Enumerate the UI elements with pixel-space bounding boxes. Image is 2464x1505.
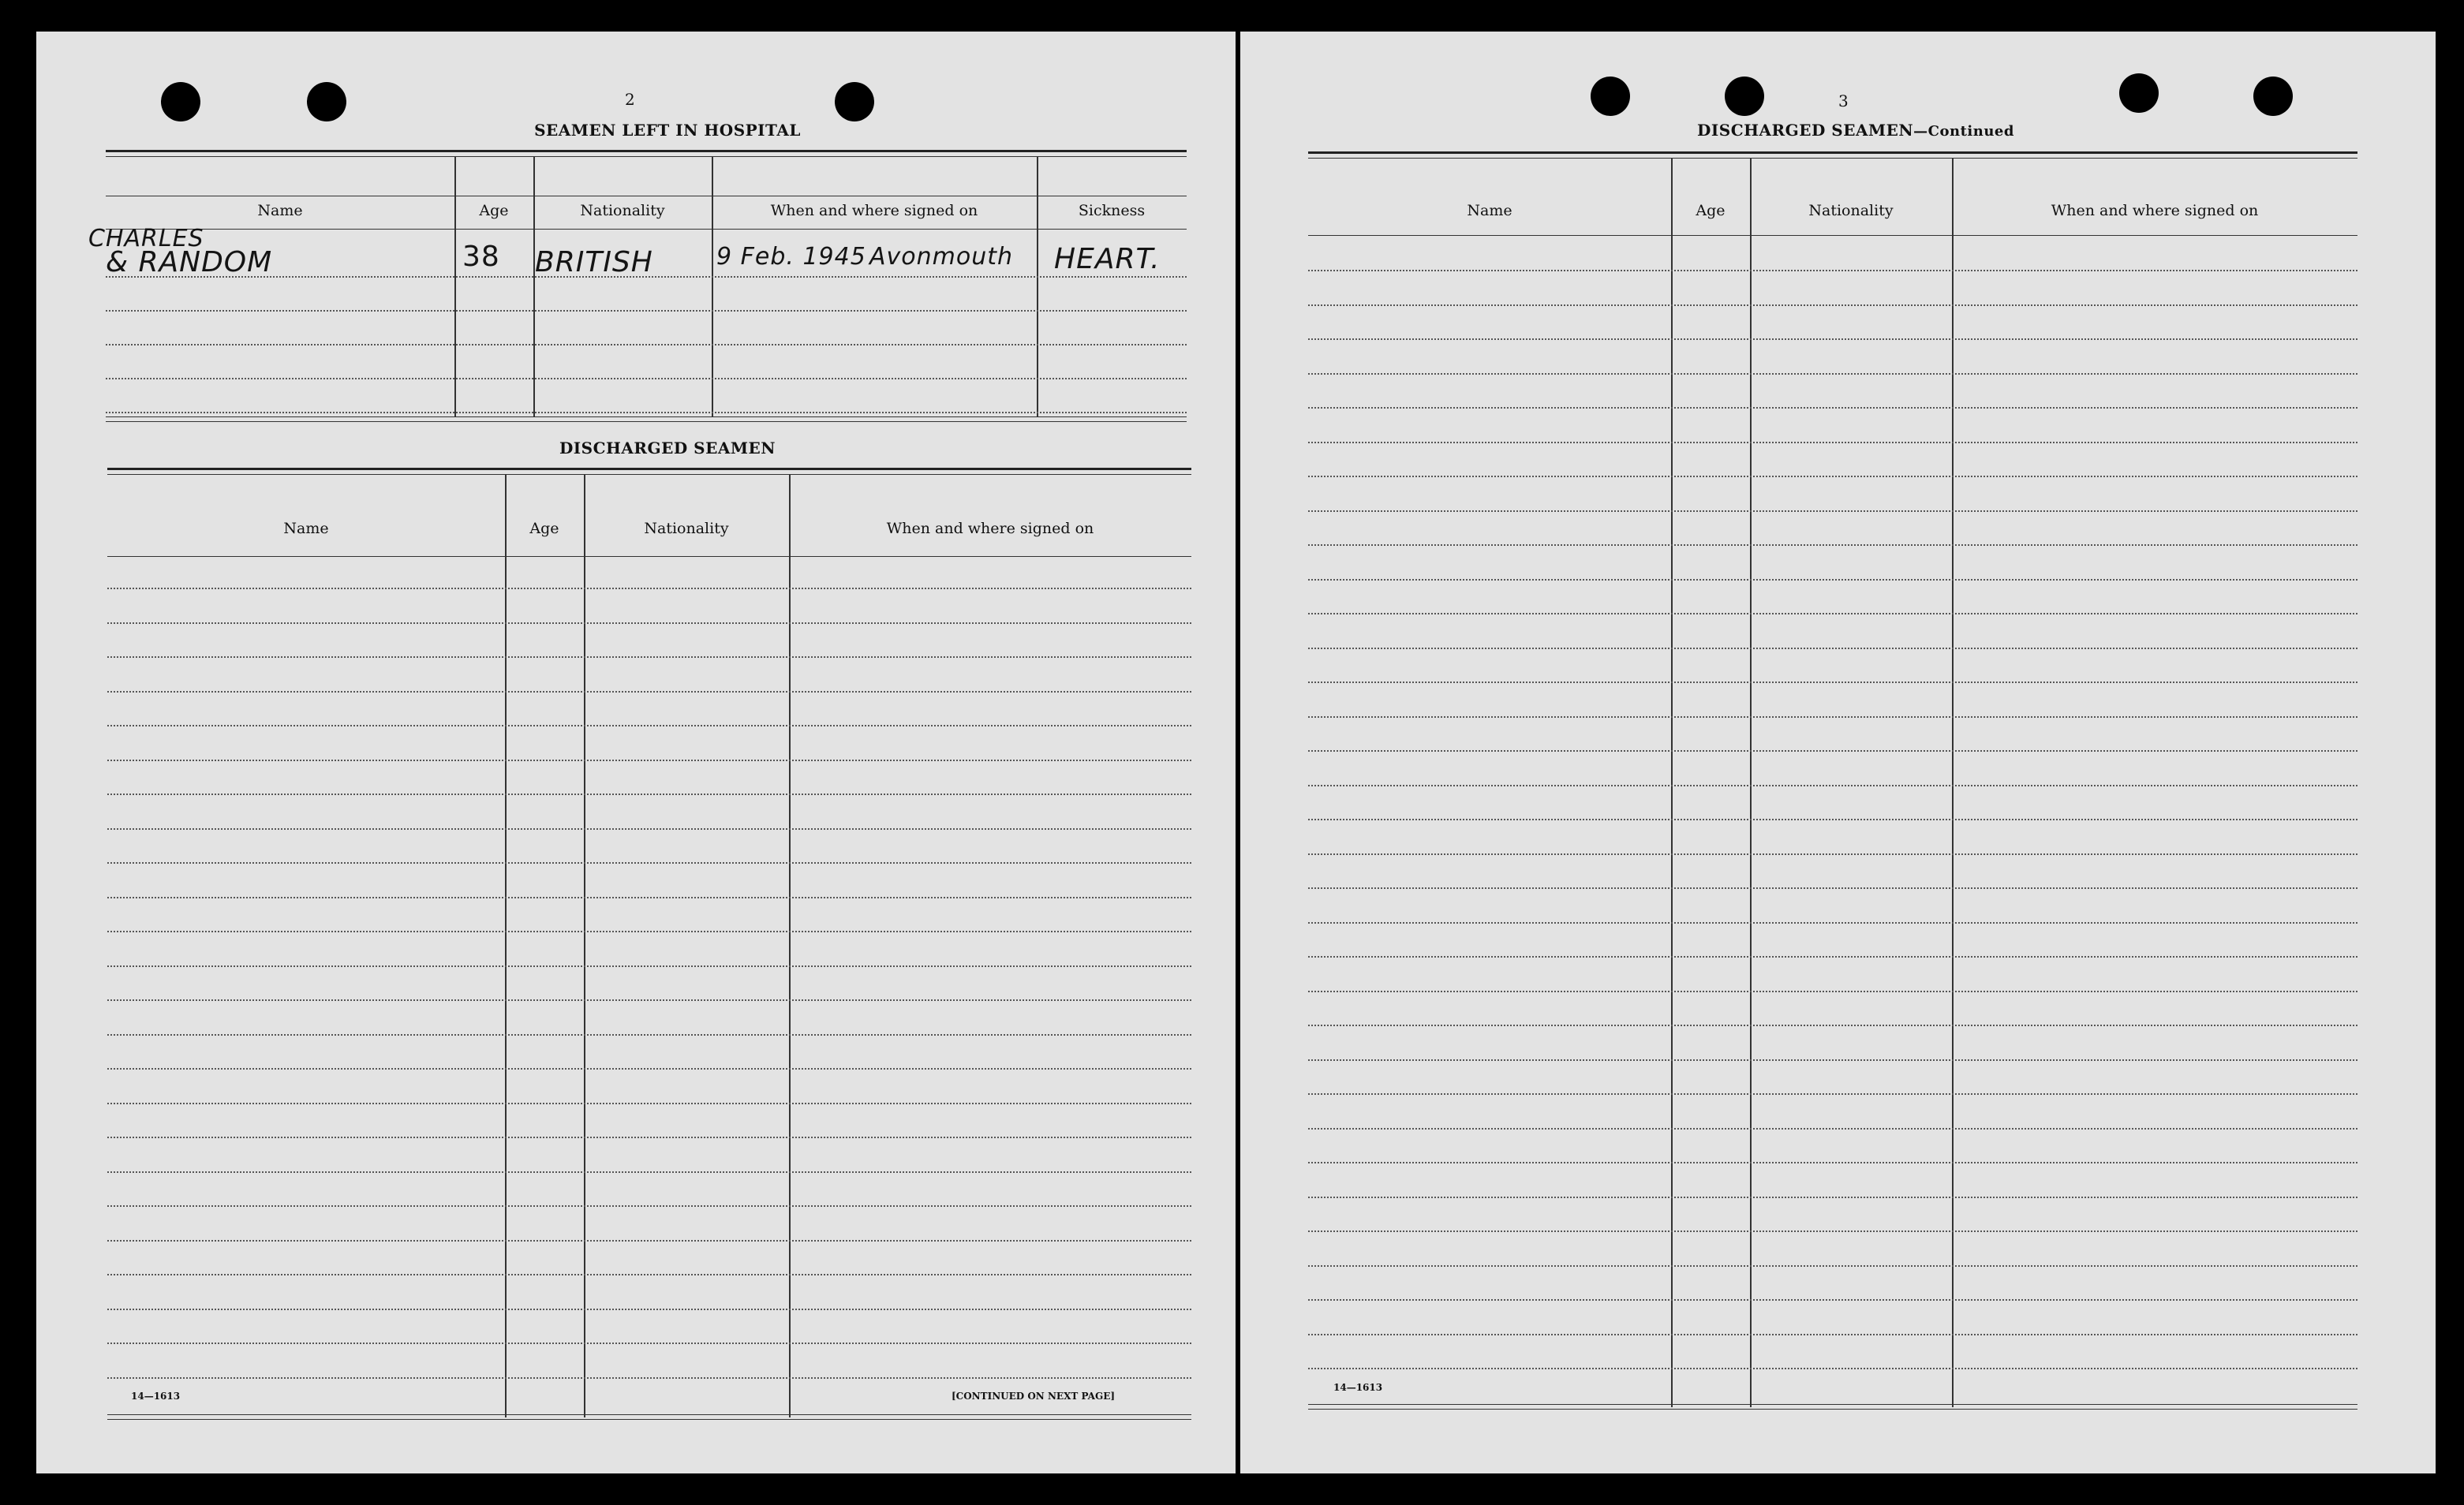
entry-line (1308, 270, 2357, 271)
col-header-nationality: Nationality (580, 202, 665, 219)
entry-line (1308, 785, 2357, 786)
page-number: 3 (1838, 91, 1849, 110)
entry-line (1308, 648, 2357, 649)
entry-line (107, 1171, 1191, 1173)
entry-line (107, 622, 1191, 624)
entry-line (1308, 373, 2357, 375)
page-number: 2 (625, 90, 635, 109)
handwritten-date: 9 Feb. 1945 (716, 243, 866, 271)
handwritten-surname: & RANDOM (106, 246, 273, 278)
left-page (36, 32, 1236, 1473)
entry-line (107, 1309, 1191, 1310)
form-number: 14—1613 (1333, 1382, 1383, 1393)
right-page (1240, 32, 2436, 1473)
entry-line (107, 1377, 1191, 1379)
entry-line (107, 760, 1191, 761)
entry-line (1308, 682, 2357, 683)
entry-line (1308, 613, 2357, 614)
punch-hole (1591, 77, 1630, 116)
entry-line (1308, 510, 2357, 512)
entry-line (107, 1343, 1191, 1344)
entry-line (107, 1274, 1191, 1275)
entry-line (1308, 887, 2357, 889)
handwritten-sickness: HEART. (1054, 243, 1161, 275)
entry-line (107, 931, 1191, 932)
col-header-sickness: Sickness (1078, 202, 1146, 219)
entry-line (107, 1068, 1191, 1070)
hospital-table (88, 150, 1187, 450)
entry-line (1308, 956, 2357, 958)
entry-line (107, 1034, 1191, 1036)
entry-line (1308, 1025, 2357, 1026)
entry-line (1308, 853, 2357, 855)
entry-line (1308, 1299, 2357, 1301)
hospital-section-title: SEAMEN LEFT IN HOSPITAL (534, 121, 801, 140)
punch-hole (1725, 77, 1764, 116)
discharged-section-title: DISCHARGED SEAMEN (559, 439, 776, 457)
punch-hole (2119, 73, 2159, 113)
entry-line (1308, 1162, 2357, 1163)
entry-line (1308, 1093, 2357, 1095)
entry-line (107, 862, 1191, 864)
col-header-when-where: When and where signed on (886, 520, 1094, 537)
handwritten-first-name: CHARLES (88, 225, 204, 252)
col-header-age: Age (529, 520, 559, 537)
entry-line (1308, 1368, 2357, 1369)
entry-line (1308, 304, 2357, 306)
col-header-age: Age (1696, 202, 1726, 219)
entry-line (1308, 579, 2357, 581)
handwritten-age: 38 (462, 241, 500, 273)
entry-line (107, 656, 1191, 658)
col-header-when-where: When and where signed on (2051, 202, 2259, 219)
entry-line (107, 897, 1191, 898)
entry-line (1308, 1059, 2357, 1061)
entry-line (107, 588, 1191, 589)
entry-line (1308, 407, 2357, 409)
entry-line (107, 691, 1191, 693)
entry-line (1308, 819, 2357, 820)
entry-line (1308, 476, 2357, 477)
handwritten-place: Avonmouth (869, 243, 1014, 271)
entry-line (1308, 991, 2357, 992)
col-header-age: Age (479, 202, 509, 219)
entry-line (107, 999, 1191, 1001)
punch-hole (835, 82, 874, 121)
punch-hole (161, 82, 200, 121)
entry-line (1308, 1231, 2357, 1232)
entry-line (1308, 544, 2357, 546)
entry-line (107, 1240, 1191, 1242)
col-header-nationality: Nationality (1808, 202, 1894, 219)
col-header-name: Name (1467, 202, 1512, 219)
section-title (1572, 121, 2140, 140)
continued-note: [CONTINUED ON NEXT PAGE] (952, 1391, 1116, 1402)
col-header-when-where: When and where signed on (770, 202, 978, 219)
entry-line (107, 828, 1191, 830)
entry-line (1308, 1197, 2357, 1198)
entry-line (1308, 1128, 2357, 1130)
section-title-continued: —Continued (1913, 123, 2014, 140)
entry-line (1308, 1265, 2357, 1267)
discharged-table (107, 468, 1191, 1419)
col-header-name: Name (283, 520, 329, 537)
section-title-main: DISCHARGED SEAMEN (1697, 121, 1914, 140)
entry-line (1308, 716, 2357, 718)
entry-line (1308, 750, 2357, 752)
entry-line (107, 725, 1191, 726)
col-header-nationality: Nationality (644, 520, 729, 537)
handwritten-nationality: BRITISH (535, 246, 653, 278)
entry-line (1308, 1334, 2357, 1335)
entry-line (107, 794, 1191, 795)
entry-line (1308, 442, 2357, 443)
punch-hole (2253, 77, 2293, 116)
entry-line (107, 1103, 1191, 1104)
discharged-continued-table (1308, 151, 2357, 1410)
form-number: 14—1613 (131, 1391, 181, 1402)
entry-line (107, 1137, 1191, 1138)
entry-line (1308, 922, 2357, 924)
punch-hole (307, 82, 346, 121)
entry-line (107, 965, 1191, 967)
entry-line (107, 1205, 1191, 1207)
entry-line (1308, 338, 2357, 340)
col-header-name: Name (257, 202, 303, 219)
